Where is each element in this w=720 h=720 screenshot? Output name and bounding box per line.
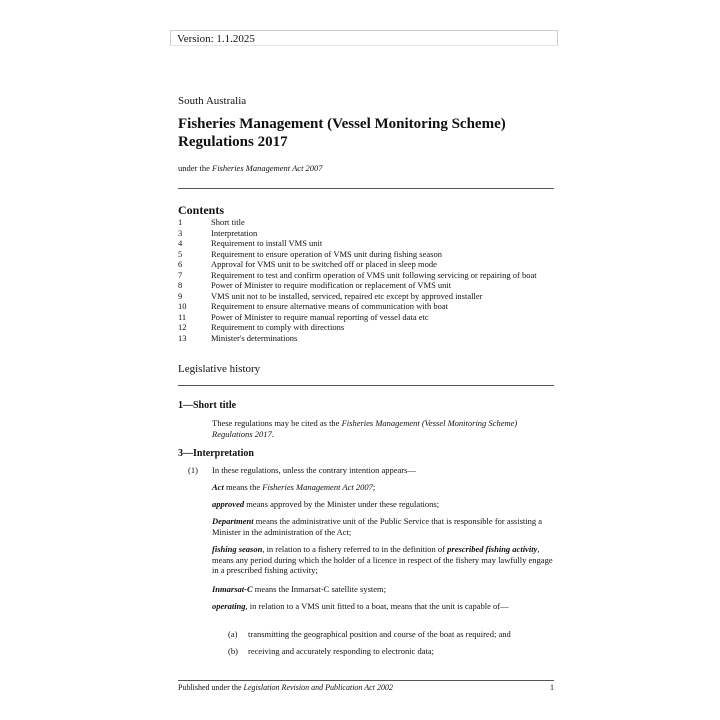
toc-item[interactable] <box>178 249 558 260</box>
toc-item-label: Short title <box>211 217 245 227</box>
definition-operating: operating, in relation to a VMS unit fitted to a boat, means that the unit is capable of— <box>212 601 509 611</box>
toc-item-number: 8 <box>178 280 183 290</box>
footer-publication: Published under the Legislation Revision and Publication Act 2002 <box>178 683 393 692</box>
interpretation-intro: In these regulations, unless the contrary intention appears— <box>212 465 416 475</box>
toc-item-number: 13 <box>178 332 187 343</box>
definition-fishing-season: fishing season, in relation to a fishery referred to in the definition of prescribed fishing activity, means any period during which the holder of a licence in respect of the fishery may lawfully engage in a prescribed fishing activity; <box>212 544 553 575</box>
toc-item[interactable] <box>178 322 558 333</box>
toc-item[interactable] <box>178 333 558 344</box>
toc-item[interactable] <box>178 238 558 249</box>
toc-item-number: 9 <box>178 290 183 301</box>
item-a-number: (a) <box>228 629 238 639</box>
toc-item[interactable] <box>178 228 558 239</box>
item-a-text: transmitting the geographical position and course of the boat as required; and <box>248 629 511 639</box>
toc-item[interactable] <box>178 291 558 302</box>
toc-item-label: Requirement to comply with directions <box>211 322 345 332</box>
toc-item-label: Minister's determinations <box>211 332 298 343</box>
page-number: 1 <box>550 683 554 692</box>
section-3-heading: 3—Interpretation <box>178 448 254 459</box>
toc-item-label: VMS unit not to be installed, serviced, repaired etc except by approved installer <box>211 290 483 301</box>
toc-item-label: Requirement to ensure operation of VMS unit during fishing season <box>211 248 442 259</box>
toc-item[interactable] <box>178 312 558 323</box>
definition-act: Act means the Fisheries Management Act 2007; <box>212 482 376 492</box>
toc-legislative-history[interactable]: Legislative history <box>178 363 261 375</box>
item-b-text: receiving and accurately responding to electronic data; <box>248 646 434 656</box>
version-box <box>170 30 558 46</box>
page-footer <box>178 683 554 692</box>
definition-approved: approved means approved by the Minister under these regulations; <box>212 499 440 509</box>
toc-item-number: 1 <box>178 217 183 227</box>
toc-item-label: Power of Minister to require manual reporting of vessel data etc <box>211 311 429 322</box>
subsection-number: (1) <box>188 465 198 475</box>
definition-inmarsat-c: Inmarsat-C means the Inmarsat-C satellite system; <box>212 584 386 594</box>
section-1-text: These regulations may be cited as the Fisheries Management (Vessel Monitoring Scheme) Regulations 2017. <box>212 418 518 439</box>
table-of-contents <box>178 217 558 343</box>
toc-item-number: 4 <box>178 238 183 248</box>
toc-item[interactable] <box>178 280 558 291</box>
section-1-heading: 1—Short title <box>178 400 237 411</box>
toc-item-number: 7 <box>178 269 183 280</box>
divider <box>178 188 554 189</box>
document-title: Fisheries Management (Vessel Monitoring Scheme) Regulations 2017 <box>178 116 506 150</box>
toc-item[interactable] <box>178 259 558 270</box>
version-label: Version: 1.1.2025 <box>177 33 255 45</box>
toc-item-label: Interpretation <box>211 227 258 238</box>
toc-item-number: 5 <box>178 248 183 259</box>
toc-item-label: Requirement to test and confirm operation of VMS unit following servicing or repairing of boat <box>211 269 537 280</box>
act-name: Fisheries Management Act 2007 <box>212 163 323 173</box>
toc-item-number: 3 <box>178 227 183 238</box>
toc-item[interactable] <box>178 301 558 312</box>
toc-item[interactable] <box>178 217 558 228</box>
toc-item-number: 10 <box>178 301 187 311</box>
toc-item-number: 6 <box>178 259 183 269</box>
divider <box>178 385 554 386</box>
contents-heading: Contents <box>178 203 225 217</box>
toc-item-label: Power of Minister to require modification or replacement of VMS unit <box>211 280 452 290</box>
definition-department: Department means the administrative unit of the Public Service that is responsible for assisting a Minister in the administration of the Act; <box>212 516 543 537</box>
toc-item-label: Requirement to ensure alternative means of communication with boat <box>211 301 448 311</box>
item-b-number: (b) <box>228 646 238 656</box>
toc-item[interactable] <box>178 270 558 281</box>
under-act-line: under the Fisheries Management Act 2007 <box>178 163 323 173</box>
toc-item-label: Requirement to install VMS unit <box>211 238 323 248</box>
toc-item-number: 11 <box>178 311 187 322</box>
toc-item-number: 12 <box>178 322 187 332</box>
jurisdiction: South Australia <box>178 95 247 107</box>
footer-divider <box>178 680 554 681</box>
toc-item-label: Approval for VMS unit to be switched off or placed in sleep mode <box>211 259 437 269</box>
